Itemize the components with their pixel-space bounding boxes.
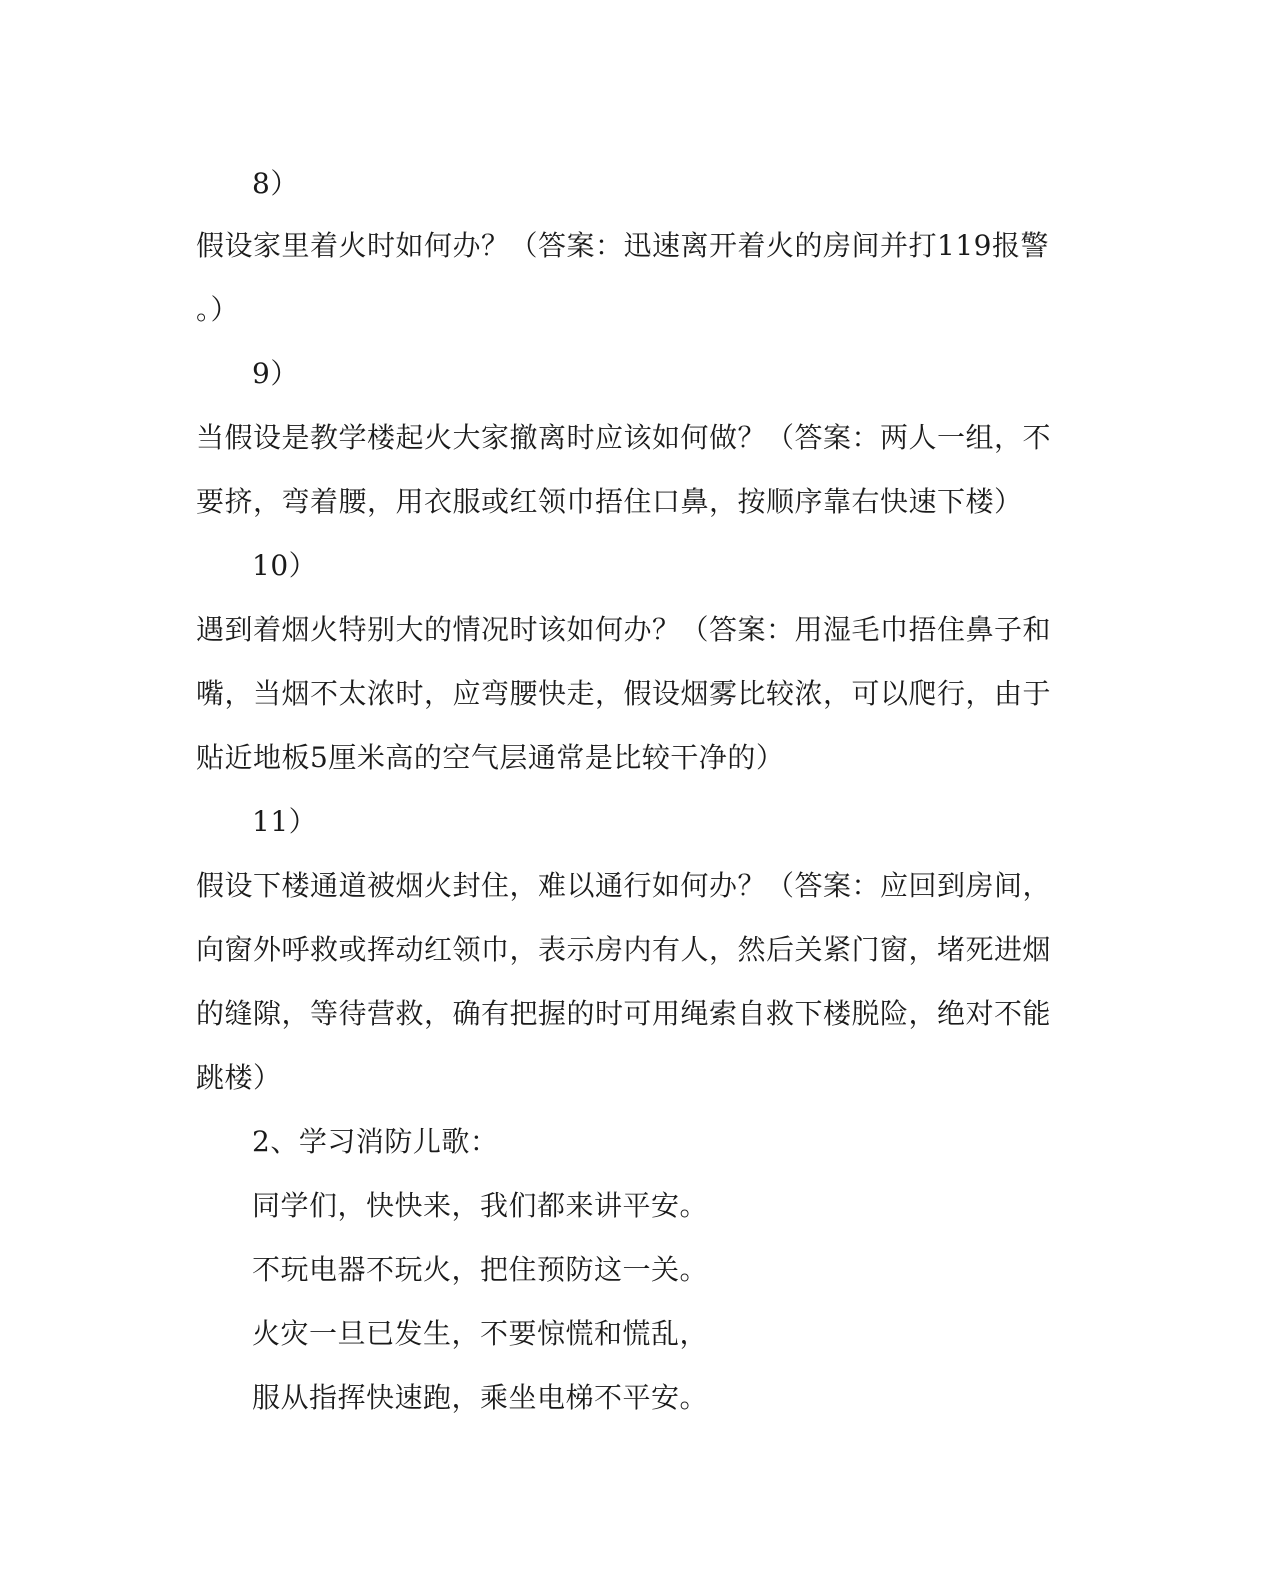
- song-line: 火灾一旦已发生，不要惊慌和慌乱，: [252, 1317, 709, 1350]
- question-text: 向窗外呼救或挥动红领巾，表示房内有人，然后关紧门窗，堵死进烟: [196, 933, 1052, 966]
- question-text: 的缝隙，等待营救，确有把握的时可用绳索自救下楼脱险，绝对不能: [196, 997, 1052, 1030]
- question-text: 要挤，弯着腰，用衣服或红领巾捂住口鼻，按顺序靠右快速下楼）: [196, 485, 1023, 518]
- question-number: 10）: [252, 549, 318, 582]
- question-text: 假设家里着火时如何办？（答案：迅速离开着火的房间并打119报警: [196, 229, 1049, 262]
- question-number: 8）: [252, 167, 299, 200]
- question-number: 9）: [252, 357, 299, 390]
- section-heading: 2、学习消防儿歌：: [252, 1125, 499, 1158]
- song-line: 不玩电器不玩火，把住预防这一关。: [252, 1253, 709, 1286]
- question-text: 贴近地板5厘米高的空气层通常是比较干净的）: [196, 741, 785, 774]
- song-line: 同学们，快快来，我们都来讲平安。: [252, 1189, 709, 1222]
- question-text: 遇到着烟火特别大的情况时该如何办？（答案：用湿毛巾捂住鼻子和: [196, 613, 1052, 646]
- question-text: 。）: [196, 293, 240, 326]
- question-text: 假设下楼通道被烟火封住，难以通行如何办？（答案：应回到房间，: [196, 869, 1052, 902]
- question-number: 11）: [252, 805, 318, 838]
- song-line: 服从指挥快速跑，乘坐电梯不平安。: [252, 1381, 709, 1414]
- question-text: 跳楼）: [196, 1061, 282, 1094]
- question-text: 当假设是教学楼起火大家撤离时应该如何做？（答案：两人一组，不: [196, 421, 1052, 454]
- question-text: 嘴，当烟不太浓时，应弯腰快走，假设烟雾比较浓，可以爬行，由于: [196, 677, 1052, 710]
